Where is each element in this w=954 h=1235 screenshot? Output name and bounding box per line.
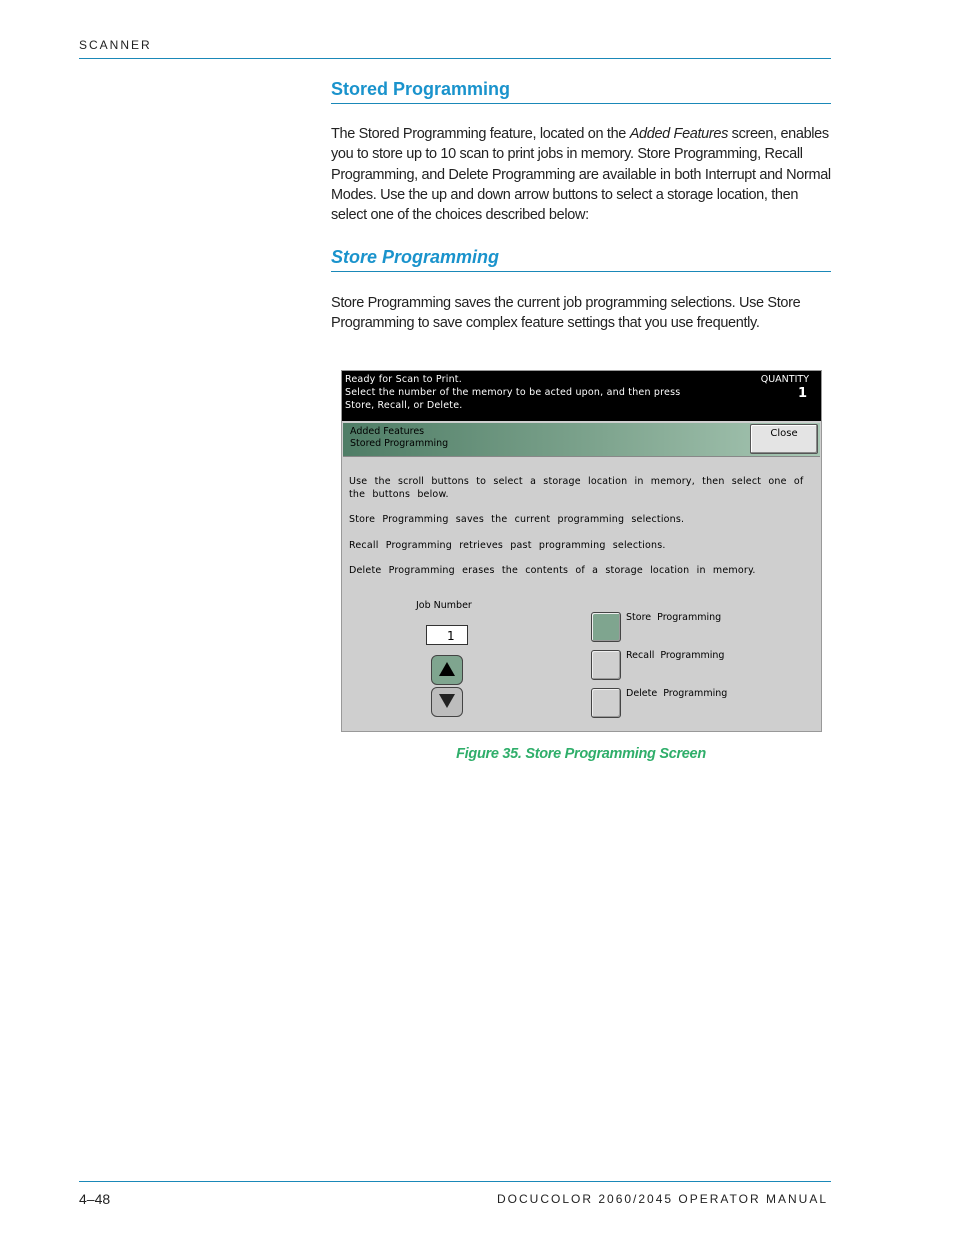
heading-divider <box>331 271 831 272</box>
page-number: 4–48 <box>79 1191 111 1207</box>
footer-divider <box>79 1181 831 1182</box>
message-bar <box>342 371 821 421</box>
store-programming-screen <box>341 370 822 732</box>
up-arrow-icon <box>438 661 456 677</box>
down-arrow-icon <box>438 693 456 709</box>
message-line: Ready for Scan to Print. <box>345 374 462 385</box>
job-number-label: Job Number <box>416 600 472 611</box>
scroll-up-button[interactable] <box>431 655 463 685</box>
manual-title: DOCUCOLOR 2060/2045 OPERATOR MANUAL <box>497 1192 828 1206</box>
instruction-text: Recall Programming retrieves past programming selections. <box>349 540 666 551</box>
store-programming-paragraph: Store Programming saves the current job programming selections. Use Store Programming to save complex feature settings that you use frequently. <box>331 295 801 332</box>
recall-programming-label: Recall Programming <box>626 650 725 661</box>
instruction-text: Store Programming saves the current programming selections. <box>349 514 685 525</box>
tab-added-features: Added Features <box>350 426 425 437</box>
tab-bar <box>343 423 820 457</box>
figure-caption: Figure 35. Store Programming Screen <box>456 746 706 762</box>
header-divider <box>79 58 831 59</box>
heading-divider <box>331 103 831 104</box>
section-heading-store-programming: Store Programming <box>331 247 500 267</box>
recall-programming-button[interactable] <box>591 650 621 680</box>
added-features-reference: Added Features <box>629 126 728 142</box>
instruction-text: Delete Programming erases the contents of a storage location in memory. <box>349 565 756 576</box>
message-line: Select the number of the memory to be acted upon, and then press <box>345 387 681 398</box>
job-number-field: 1 <box>426 625 468 645</box>
tab-stored-programming: Stored Programming <box>350 438 449 449</box>
intro-paragraph: The Stored Programming feature, located on the Added Features screen, enables you to store up to 10 scan to print jobs in memory. Store Programming, Recall Programming, and Delete Programming are available in both Interrupt and Normal Modes. Use the up and down arrow buttons to select a storage location, then select one of the choices described below: <box>331 126 831 224</box>
quantity-label: QUANTITY <box>760 374 809 385</box>
quantity-value: 1 <box>797 386 807 401</box>
store-programming-label: Store Programming <box>626 612 722 623</box>
instruction-text: the buttons below. <box>349 489 449 500</box>
store-programming-button[interactable] <box>591 612 621 642</box>
instruction-text: Use the scroll buttons to select a storage location in memory, then select one of <box>349 476 804 487</box>
message-line: Store, Recall, or Delete. <box>345 400 463 411</box>
section-heading-stored-programming: Stored Programming <box>331 79 511 99</box>
scroll-down-button[interactable] <box>431 687 463 717</box>
close-button[interactable]: Close <box>750 424 818 454</box>
running-header: SCANNER <box>79 38 152 52</box>
delete-programming-label: Delete Programming <box>626 688 728 699</box>
delete-programming-button[interactable] <box>591 688 621 718</box>
